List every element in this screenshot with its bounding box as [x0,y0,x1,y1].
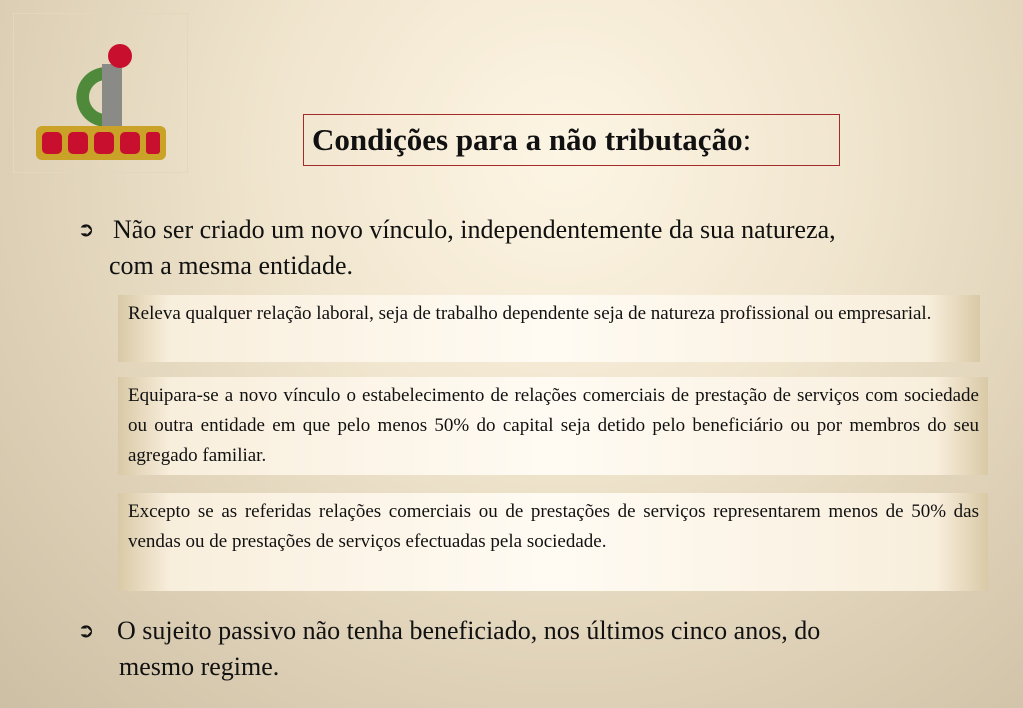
slide-title [303,114,840,166]
dgci-logo [34,26,174,161]
bullet-line: Não ser criado um novo vínculo, independentemente da sua natureza, [113,215,836,244]
bullet-item [73,613,1003,685]
note-card [118,493,988,591]
arrow-right-icon: ➲ [77,217,95,241]
note-text: Equipara-se a novo vínculo o estabelecimento de relações comerciais de prestação de serviços com sociedade ou outra entidade em que pelo menos 50% do capital seja detido pelo beneficiário ou por membros do seu agregado familiar. [128,385,979,466]
title-text: Condições para a não tributação [312,122,743,157]
bullet-line: mesmo regime. [119,652,280,681]
note-card [118,295,980,362]
bullet-item [73,212,1003,284]
arrow-right-icon: ➲ [77,618,95,642]
logo-frame [13,13,188,173]
bullet-line: com a mesma entidade. [109,251,354,280]
bullet-line: O sujeito passivo não tenha beneficiado, nos últimos cinco anos, do [117,616,821,645]
note-card [118,377,988,475]
title-colon: : [742,122,752,157]
note-text: Excepto se as referidas relações comerciais ou de prestações de serviços representarem menos de 50% das vendas ou de prestações de serviços efectuadas pela sociedade. [128,501,979,552]
note-text: Releva qualquer relação laboral, seja de trabalho dependente seja de natureza profissional ou empresarial. [128,303,932,324]
